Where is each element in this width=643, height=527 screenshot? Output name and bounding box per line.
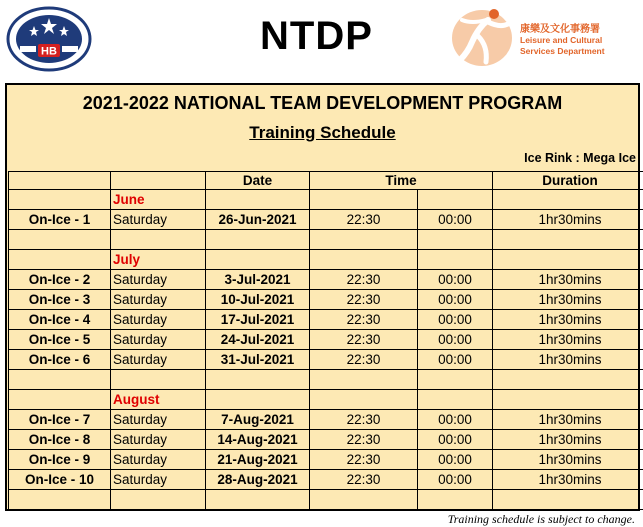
month-label: July [111,250,206,270]
schedule-subtitle: Training Schedule [249,123,396,142]
month-row [9,390,643,410]
session-duration: 1hr30mins [493,470,643,490]
lcsd-english-line1: Leisure and Cultural [520,35,603,45]
session-end-time: 00:00 [418,270,493,290]
schedule-footnote: Training schedule is subject to change. [447,512,635,526]
session-duration: 1hr30mins [493,430,643,450]
hockey-association-logo [6,6,92,72]
session-label: On-Ice - 7 [9,410,111,430]
session-date: 3-Jul-2021 [206,270,310,290]
table-header-row [9,172,643,190]
session-label: On-Ice - 1 [9,210,111,230]
brand-title: NTDP [260,14,373,58]
session-duration: 1hr30mins [493,330,643,350]
session-date: 14-Aug-2021 [206,430,310,450]
lcsd-runner-icon [448,2,518,72]
session-date: 10-Jul-2021 [206,290,310,310]
session-label: On-Ice - 5 [9,330,111,350]
session-duration: 1hr30mins [493,210,643,230]
session-start-time: 22:30 [310,350,418,370]
session-end-time: 00:00 [418,430,493,450]
session-duration: 1hr30mins [493,270,643,290]
session-end-time: 00:00 [418,350,493,370]
session-end-time: 00:00 [418,450,493,470]
table-row [9,410,643,430]
session-duration: 1hr30mins [493,310,643,330]
month-label: August [111,390,206,410]
session-day: Saturday [111,290,206,310]
table-row [9,350,643,370]
table-row [9,430,643,450]
lcsd-logo [448,2,618,72]
session-duration: 1hr30mins [493,350,643,370]
table-row [9,290,643,310]
session-start-time: 22:30 [310,270,418,290]
session-day: Saturday [111,410,206,430]
table-row [9,270,643,290]
rink-label: Ice Rink : Mega Ice [524,151,636,165]
session-start-time: 22:30 [310,410,418,430]
session-date: 17-Jul-2021 [206,310,310,330]
session-end-time: 00:00 [418,310,493,330]
session-end-time: 00:00 [418,470,493,490]
date-column-header: Date [206,172,310,190]
session-start-time: 22:30 [310,450,418,470]
session-end-time: 00:00 [418,290,493,310]
session-date: 7-Aug-2021 [206,410,310,430]
session-label: On-Ice - 3 [9,290,111,310]
session-start-time: 22:30 [310,430,418,450]
table-row [9,310,643,330]
program-title: 2021-2022 NATIONAL TEAM DEVELOPMENT PROGRAM [82,93,563,113]
session-label: On-Ice - 10 [9,470,111,490]
session-date: 21-Aug-2021 [206,450,310,470]
session-day: Saturday [111,470,206,490]
month-row [9,250,643,270]
blank-row [9,370,643,390]
session-date: 28-Aug-2021 [206,470,310,490]
session-label: On-Ice - 8 [9,430,111,450]
schedule-table [8,171,643,510]
session-start-time: 22:30 [310,330,418,350]
session-day: Saturday [111,350,206,370]
session-duration: 1hr30mins [493,450,643,470]
session-end-time: 00:00 [418,330,493,350]
blank-row [9,490,643,510]
session-date: 26-Jun-2021 [206,210,310,230]
session-end-time: 00:00 [418,210,493,230]
session-date: 24-Jul-2021 [206,330,310,350]
session-label: On-Ice - 4 [9,310,111,330]
time-column-header: Time [310,172,493,190]
session-date: 31-Jul-2021 [206,350,310,370]
schedule-sheet [5,83,640,511]
logo-badge-text: HB [41,45,57,58]
session-day: Saturday [111,210,206,230]
session-day: Saturday [111,330,206,350]
month-row [9,190,643,210]
session-day: Saturday [111,430,206,450]
lcsd-english-line2: Services Department [520,46,605,56]
session-end-time: 00:00 [418,410,493,430]
session-start-time: 22:30 [310,290,418,310]
table-row [9,330,643,350]
session-start-time: 22:30 [310,210,418,230]
month-label: June [111,190,206,210]
session-duration: 1hr30mins [493,290,643,310]
session-start-time: 22:30 [310,470,418,490]
session-day: Saturday [111,270,206,290]
session-start-time: 22:30 [310,310,418,330]
session-label: On-Ice - 6 [9,350,111,370]
blank-row [9,230,643,250]
table-row [9,210,643,230]
duration-column-header: Duration [493,172,643,190]
table-row [9,470,643,490]
session-label: On-Ice - 9 [9,450,111,470]
session-day: Saturday [111,310,206,330]
lcsd-chinese-name: 康樂及文化事務署 [520,24,600,35]
session-day: Saturday [111,450,206,470]
table-row [9,450,643,470]
session-label: On-Ice - 2 [9,270,111,290]
session-duration: 1hr30mins [493,410,643,430]
